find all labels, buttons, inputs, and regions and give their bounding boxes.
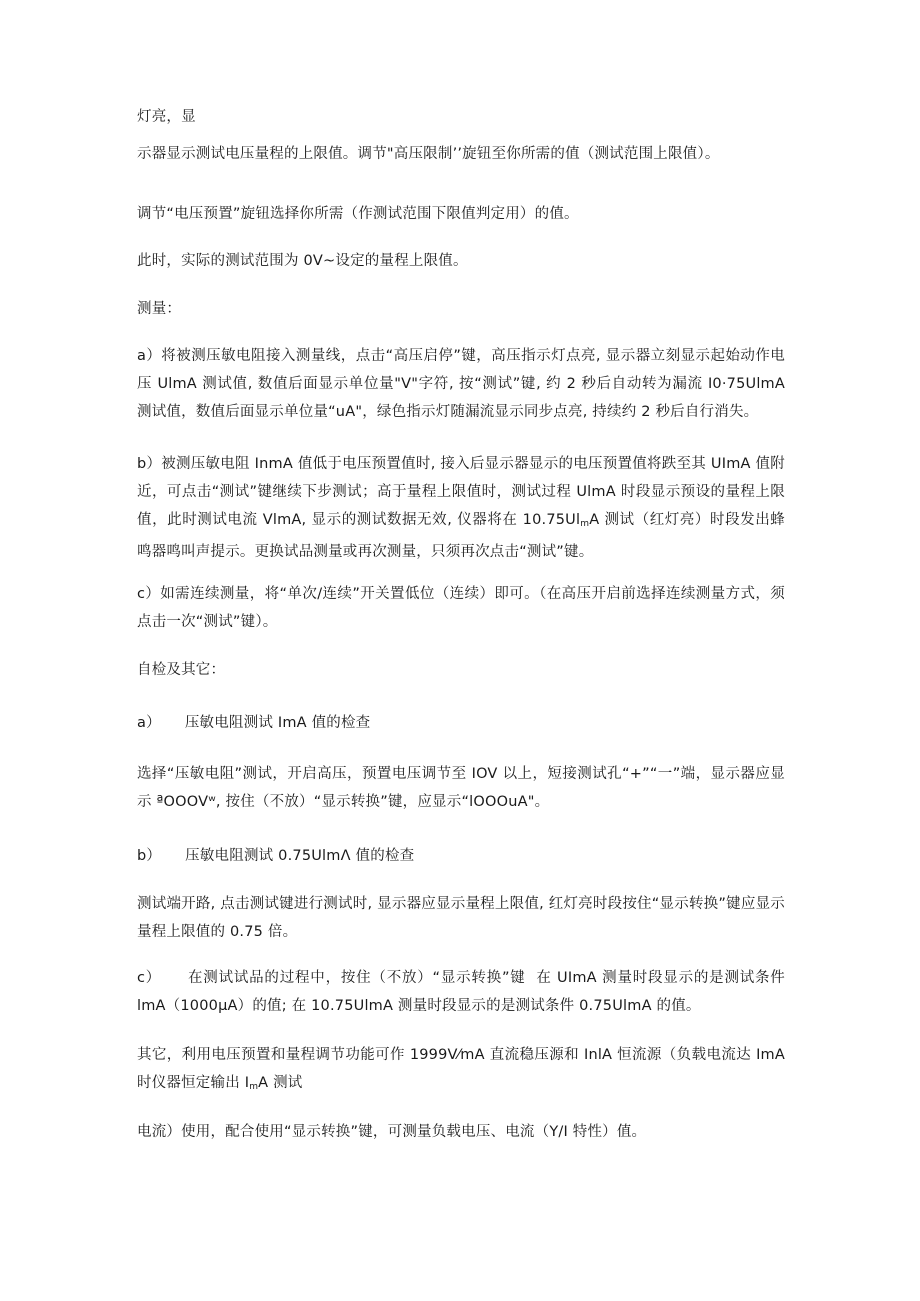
check-item-b-title: b） 压敏电阻测试 0.75UlmΛ 值的检查 [137, 848, 415, 864]
paragraph-other-uses-subscript: m [249, 1082, 259, 1092]
paragraph-step-c: c）如需连续测量，将“单次/连续”开关置低位（连续）即可。（在高压开启前选择连续测量方式，须点击一次“测试”键）。 [137, 586, 785, 630]
paragraph-step-b [137, 450, 785, 566]
paragraph-other-uses-tail: A 测试 [258, 1075, 303, 1091]
check-item-b-body: 测试端开路, 点击测试键进行测试时, 显示器应显示量程上限值, 红灯亮时段按住“显示转换”键应显示量程上限值的 0.75 倍。 [137, 896, 785, 940]
section-heading-measure: 测量： [137, 301, 182, 317]
check-item-a-title: a） 压敏电阻测试 ImA 值的检查 [137, 715, 371, 731]
paragraph-step-b-tail: A 测试（红灯亮）时段发出蜂鸣器鸣叫声提示。更换试品测量或再次测量，只须再次点击“测试”键。 [137, 512, 785, 560]
paragraph-other-uses-text: 其它，利用电压预置和量程调节功能可作 1999V⁄mA 直流稳压源和 InlA 恒流源（负载电流达 ImA 时仪器恒定输出 I [137, 1047, 785, 1091]
section-heading-selfcheck: 自检及其它： [137, 662, 226, 678]
paragraph-step-b-text: b）被测压敏电阻 InmA 值低于电压预置值时, 接入后显示器显示的电压预置值将跌至其 UImA 值附近，可点击“测试”键继续下步测试；高于量程上限值时，测试过程 UlmA 时段显示预设的量程上限值，此时测试电流 VlmA, 显示的测试数据无效, 仪器将在 10.75Ul [137, 456, 785, 528]
text-line-1: 灯亮，显 [137, 109, 196, 125]
text-line-4: 此时，实际的测试范围为 0V~设定的量程上限值。 [137, 253, 468, 269]
paragraph-step-b-subscript: m [580, 519, 590, 529]
check-item-c-body: c） 在测试试品的过程中，按住（不放）“显示转换”键 在 UImA 测量时段显示的是测试条件 lmA（1000μA）的值; 在 10.75UlmA 测量时段显示的是测试条件 0.75UlmA 的值。 [137, 970, 790, 1014]
paragraph-step-a: a）将被测压敏电阻接入测量线，点击“高压启停”键，高压指示灯点亮, 显示器立刻显示起始动作电压 UlmA 测试值, 数值后面显示单位量"V"字符, 按“测试”键, 约 2 秒后自动转为漏流 I0·75UlmA 测试值，数值后面显示单位量“uA"，绿色指示灯随漏流显示同步点亮, 持续约 2 秒后自行消失。 [137, 348, 785, 420]
text-line-3: 调节“电压预置”旋钮选择你所需（作测试范围下限值判定用）的值。 [137, 206, 579, 222]
text-line-final: 电流）使用，配合使用“显示转换”键，可测量负载电压、电流（Y/I 特性）值。 [137, 1124, 647, 1140]
check-item-a-body: 选择“压敏电阻”测试，开启高压，预置电压调节至 IOV 以上，短接测试孔“+”“一”端，显示器应显示 ªOOOVʷ, 按住（不放）“显示转换”键，应显示“lOOOuA"。 [137, 766, 785, 810]
text-line-2: 示器显示测试电压量程的上限值。调节"高压限制’’旋钮至你所需的值（测试范围上限值）。 [137, 146, 720, 162]
paragraph-other-uses [137, 1041, 785, 1101]
